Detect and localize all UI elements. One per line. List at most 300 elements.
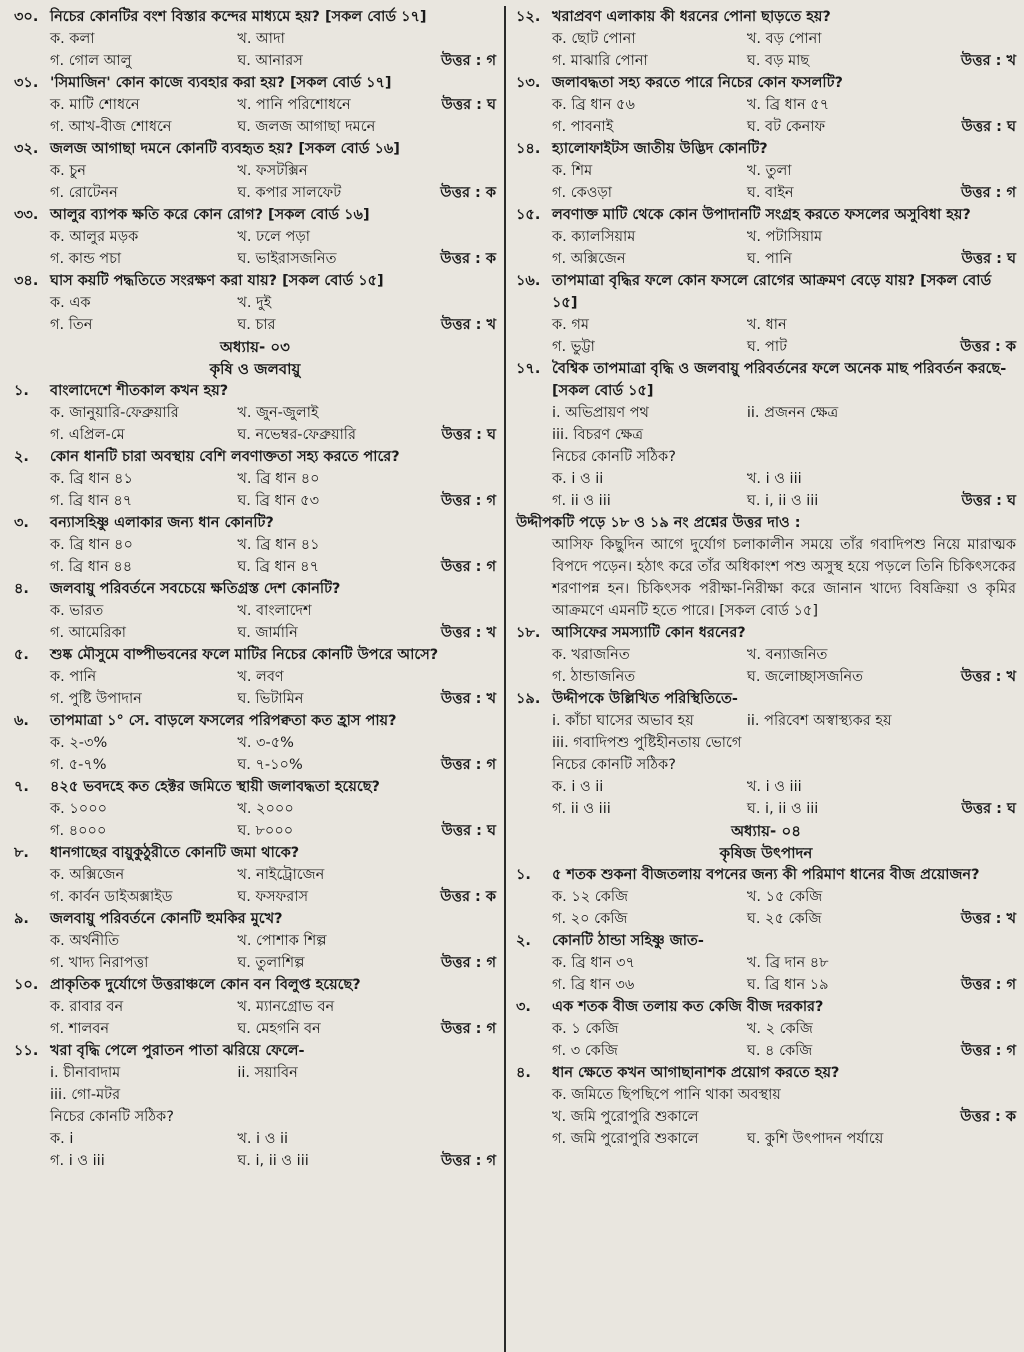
chapter-title: অধ্যায়- ০৩ bbox=[220, 338, 290, 356]
option-row bbox=[14, 50, 496, 72]
option: ক. আলুর মড়ক bbox=[50, 229, 139, 245]
answer-label: উত্তর : bbox=[440, 955, 487, 971]
option-row bbox=[14, 314, 496, 336]
option: খ. দুই bbox=[237, 295, 272, 311]
question-text: ৪২৫ ভবদহে কত হেক্টর জমিতে স্থায়ী জলাবদ্ধতা হয়েছে? bbox=[50, 779, 380, 795]
option: গ. পুষ্টি উপাদান bbox=[50, 691, 142, 707]
answer-key bbox=[441, 94, 496, 116]
option: ঘ. ৮০০০ bbox=[237, 823, 294, 839]
question-text: নিচের কোনটির বংশ বিস্তার কন্দের মাধ্যমে হয়? [সকল বোর্ড ১৭] bbox=[50, 9, 427, 25]
question-text: ধানগাছের বায়ুকুঠুরীতে কোনটি জমা থাকে? bbox=[50, 845, 300, 861]
question-item bbox=[516, 270, 1016, 358]
option: ক. ১ কেজি bbox=[552, 1021, 619, 1037]
answer-key bbox=[441, 1018, 496, 1040]
answer-label: উত্তর : bbox=[440, 559, 487, 575]
option: গ. ঠান্ডাজনিত bbox=[552, 669, 636, 685]
option: খ. ব্রি দান ৪৮ bbox=[746, 955, 829, 971]
option: i. অভিপ্রায়ণ পথ bbox=[552, 405, 649, 421]
option-row bbox=[516, 160, 1016, 182]
option-row bbox=[516, 732, 1016, 754]
question-text: জলাবদ্ধতা সহ্য করতে পারে নিচের কোন ফসলটি? bbox=[552, 75, 843, 91]
option-row bbox=[516, 424, 1016, 446]
answer-key bbox=[441, 1150, 496, 1172]
answer-value: ঘ bbox=[1007, 119, 1016, 135]
option: iii. বিচরণ ক্ষেত্র bbox=[552, 427, 643, 443]
option: খ. ১৫ কেজি bbox=[746, 889, 823, 905]
question-stem bbox=[516, 72, 1016, 94]
question-stem bbox=[516, 930, 1016, 952]
option-row bbox=[14, 424, 496, 446]
question-item bbox=[516, 864, 1016, 930]
option: গ. ব্রি ধান ৩৬ bbox=[552, 977, 635, 993]
answer-value: ক bbox=[1005, 339, 1016, 355]
option: ঘ. পানি bbox=[746, 251, 792, 267]
option: ক. কলা bbox=[50, 31, 95, 47]
answer-label: উত্তর : bbox=[440, 493, 487, 509]
option: ক. ক্যালসিয়াম bbox=[552, 229, 636, 245]
option-row bbox=[516, 490, 1016, 512]
option: খ. i ও iii bbox=[746, 471, 802, 487]
question-stem bbox=[14, 6, 496, 28]
option: ঘ. ব্রি ধান ১৯ bbox=[746, 977, 829, 993]
answer-label: উত্তর : bbox=[440, 889, 486, 905]
option-row bbox=[516, 314, 1016, 336]
question-number: ৯. bbox=[14, 911, 29, 927]
option: ক. পানি bbox=[50, 669, 97, 685]
question-stem bbox=[14, 710, 496, 732]
question-number: ৫. bbox=[14, 647, 29, 663]
question-number: ৩৩. bbox=[14, 207, 39, 223]
question-text: হ্যালোফাইটস জাতীয় উদ্ভিদ কোনটি? bbox=[552, 141, 768, 157]
option: খ. জুন-জুলাই bbox=[237, 405, 319, 421]
answer-key bbox=[961, 1040, 1016, 1062]
answer-key bbox=[440, 248, 496, 270]
answer-label: উত্তর : bbox=[440, 53, 487, 69]
answer-value: ক bbox=[485, 251, 496, 267]
question-item bbox=[14, 644, 496, 710]
option-row bbox=[14, 820, 496, 842]
option: গ. মাঝারি পোনা bbox=[552, 53, 648, 69]
option: ক. জানুয়ারি-ফেব্রুয়ারি bbox=[50, 405, 179, 421]
answer-label: উত্তর : bbox=[440, 757, 487, 773]
question-text: জলবায়ু পরিবর্তনে কোনটি হুমকির মুখে? bbox=[50, 911, 283, 927]
question-text: ৫ শতক শুকনা বীজতলায় বপনের জন্য কী পরিমাণ ধানের বীজ প্রয়োজন? bbox=[552, 867, 980, 883]
question-number: ১৩. bbox=[516, 75, 541, 91]
option: গ. শালবন bbox=[50, 1021, 110, 1037]
answer-value: গ bbox=[1006, 185, 1016, 201]
option-row bbox=[516, 226, 1016, 248]
option: গ. তিন bbox=[50, 317, 93, 333]
option-row bbox=[516, 1084, 1016, 1106]
option-row bbox=[516, 50, 1016, 72]
question-stem bbox=[14, 908, 496, 930]
question-number: ৩১. bbox=[14, 75, 39, 91]
option: ঘ. পাট bbox=[746, 339, 787, 355]
question-stem bbox=[14, 270, 496, 292]
option: ঘ. আনারস bbox=[237, 53, 303, 69]
answer-value: গ bbox=[486, 1021, 496, 1037]
option: i. চীনাবাদাম bbox=[50, 1065, 121, 1081]
answer-value: ঘ bbox=[487, 823, 496, 839]
option-row bbox=[14, 622, 496, 644]
answer-value: গ bbox=[486, 1153, 496, 1169]
option: গ. কেওড়া bbox=[552, 185, 612, 201]
option: ক. i ও ii bbox=[552, 779, 604, 795]
answer-value: গ bbox=[486, 757, 496, 773]
answer-key bbox=[441, 50, 496, 72]
answer-value: ঘ bbox=[1007, 493, 1016, 509]
answer-label: উত্তর : bbox=[960, 977, 1007, 993]
question-item bbox=[516, 138, 1016, 204]
option: i. কাঁচা ঘাসের অভাব হয় bbox=[552, 713, 694, 729]
question-number: ১৬. bbox=[516, 273, 541, 289]
question-number: ২. bbox=[14, 449, 29, 465]
answer-label: উত্তর : bbox=[961, 801, 1008, 817]
option: গ. ভুট্টা bbox=[552, 339, 595, 355]
option: খ. বাংলাদেশ bbox=[237, 603, 312, 619]
answer-value: ঘ bbox=[1007, 251, 1016, 267]
option-row bbox=[14, 490, 496, 512]
option: ক. ব্রি ধান ৪০ bbox=[50, 537, 133, 553]
option: গ. ব্রি ধান ৪৪ bbox=[50, 559, 133, 575]
option: ক. i ও ii bbox=[552, 471, 604, 487]
option: গ. আখ-বীজ শোধনে bbox=[50, 119, 172, 135]
option-row bbox=[516, 336, 1016, 358]
option: ঘ. জার্মানি bbox=[237, 625, 298, 641]
answer-label: উত্তর : bbox=[960, 1109, 1006, 1125]
option: iii. গো-মটর bbox=[50, 1087, 121, 1103]
option-row bbox=[14, 798, 496, 820]
option: ঘ. i, ii ও iii bbox=[746, 801, 819, 817]
answer-key bbox=[961, 182, 1016, 204]
option: নিচের কোনটি সঠিক? bbox=[552, 449, 676, 465]
answer-label: উত্তর : bbox=[960, 185, 1007, 201]
option: গ. ব্রি ধান ৪৭ bbox=[50, 493, 133, 509]
question-number: ৩২. bbox=[14, 141, 39, 157]
chapter-subtitle: কৃষিজ উৎপাদন bbox=[719, 844, 813, 862]
question-item bbox=[516, 622, 1016, 688]
option: ক. ১২ কেজি bbox=[552, 889, 628, 905]
question-number: ৩. bbox=[516, 999, 531, 1015]
question-number: ৪. bbox=[516, 1065, 531, 1081]
question-stem bbox=[14, 512, 496, 534]
answer-label: উত্তর : bbox=[440, 251, 486, 267]
question-number: ১০. bbox=[14, 977, 39, 993]
option: খ. লবণ bbox=[237, 669, 284, 685]
option: ঘ. নভেম্বর-ফেব্রুয়ারি bbox=[237, 427, 356, 443]
answer-label: উত্তর : bbox=[960, 911, 1007, 927]
option-row bbox=[516, 952, 1016, 974]
question-item bbox=[516, 6, 1016, 72]
answer-value: খ bbox=[486, 691, 496, 707]
option: গ. ii ও iii bbox=[552, 493, 611, 509]
option: খ. পোশাক শিল্প bbox=[237, 933, 327, 949]
option-row bbox=[14, 666, 496, 688]
question-number: ১৮. bbox=[516, 625, 541, 641]
option: ঘ. জলজ আগাছা দমনে bbox=[237, 119, 376, 135]
answer-value: গ bbox=[486, 559, 496, 575]
option-row bbox=[516, 1106, 1016, 1128]
question-item bbox=[14, 380, 496, 446]
answer-key bbox=[441, 952, 496, 974]
option: ঘ. মেহগনি বন bbox=[237, 1021, 321, 1037]
answer-value: খ bbox=[1006, 53, 1016, 69]
question-number: ১৭. bbox=[516, 361, 541, 377]
option-row bbox=[14, 292, 496, 314]
option: ঘ. কপার সালফেট bbox=[237, 185, 342, 201]
answer-key bbox=[961, 116, 1016, 138]
question-item bbox=[14, 204, 496, 270]
question-number: ৩. bbox=[14, 515, 29, 531]
option: ক. রাবার বন bbox=[50, 999, 124, 1015]
question-item bbox=[516, 688, 1016, 820]
question-number: ২. bbox=[516, 933, 531, 949]
option-row bbox=[516, 1040, 1016, 1062]
option: ক. ব্রি ধান ৫৬ bbox=[552, 97, 635, 113]
answer-key bbox=[441, 314, 496, 336]
option: ক. গম bbox=[552, 317, 589, 333]
passage-instruction: উদ্দীপকটি পড়ে ১৮ ও ১৯ নং প্রশ্নের উত্তর দাও : bbox=[516, 515, 801, 531]
option: ii. প্রজনন ক্ষেত্র bbox=[746, 405, 839, 421]
option: গ. এপ্রিল-মে bbox=[50, 427, 125, 443]
option: ঘ. ৭-১০% bbox=[237, 757, 303, 773]
answer-key bbox=[961, 974, 1016, 996]
question-number: ১. bbox=[516, 867, 531, 883]
option: ক. ব্রি ধান ৪১ bbox=[50, 471, 133, 487]
option: খ. i ও ii bbox=[237, 1131, 289, 1147]
option: খ. নাইট্রোজেন bbox=[237, 867, 325, 883]
option: গ. ৫-৭% bbox=[50, 757, 107, 773]
option: ঘ. তুলাশিল্প bbox=[237, 955, 305, 971]
option: ক. অক্সিজেন bbox=[50, 867, 125, 883]
question-item bbox=[14, 72, 496, 138]
answer-key bbox=[961, 798, 1016, 820]
option: ক. অর্থনীতি bbox=[50, 933, 120, 949]
option: খ. ঢলে পড়া bbox=[237, 229, 310, 245]
question-item bbox=[14, 446, 496, 512]
question-item bbox=[14, 512, 496, 578]
answer-value: খ bbox=[486, 317, 496, 333]
option-row bbox=[14, 468, 496, 490]
option: ঘ. ব্রি ধান ৪৭ bbox=[237, 559, 319, 575]
option: ঘ. ভিটামিন bbox=[237, 691, 304, 707]
option-row bbox=[516, 182, 1016, 204]
option-row bbox=[14, 94, 496, 116]
question-text: খরা বৃদ্ধি পেলে পুরাতন পাতা ঝরিয়ে ফেলে- bbox=[50, 1043, 305, 1059]
option: ঘ. ২৫ কেজি bbox=[746, 911, 822, 927]
question-text: ধান ক্ষেতে কখন আগাছানাশক প্রয়োগ করতে হয়? bbox=[552, 1065, 840, 1081]
question-item bbox=[14, 6, 496, 72]
option-row bbox=[14, 248, 496, 270]
question-number: ৭. bbox=[14, 779, 29, 795]
option: খ. ৩-৫% bbox=[237, 735, 294, 751]
answer-value: ঘ bbox=[487, 427, 496, 443]
option: ক. ব্রি ধান ৩৭ bbox=[552, 955, 635, 971]
answer-key bbox=[960, 1106, 1016, 1128]
option-row bbox=[14, 182, 496, 204]
answer-label: উত্তর : bbox=[960, 669, 1007, 685]
option: গ. কার্বন ডাইঅক্সাইড bbox=[50, 889, 173, 905]
question-item bbox=[14, 138, 496, 204]
answer-key bbox=[961, 50, 1016, 72]
question-text: তাপমাত্রা ১° সে. বাড়লে ফসলের পরিপক্বতা কত হ্রাস পায়? bbox=[50, 713, 397, 729]
option-row bbox=[14, 930, 496, 952]
question-item bbox=[516, 72, 1016, 138]
option-row bbox=[14, 996, 496, 1018]
question-item bbox=[14, 974, 496, 1040]
option: ঘ. i, ii ও iii bbox=[746, 493, 819, 509]
answer-value: খ bbox=[1006, 911, 1016, 927]
option-row bbox=[516, 94, 1016, 116]
answer-key bbox=[961, 248, 1016, 270]
answer-key bbox=[441, 556, 496, 578]
option-row bbox=[516, 1128, 1016, 1150]
question-item bbox=[14, 578, 496, 644]
answer-key bbox=[441, 754, 496, 776]
option-row bbox=[14, 732, 496, 754]
option-row bbox=[516, 710, 1016, 732]
question-number: ১৫. bbox=[516, 207, 541, 223]
option-row bbox=[14, 600, 496, 622]
option: খ. বন্যাজনিত bbox=[746, 647, 828, 663]
option: গ. ii ও iii bbox=[552, 801, 611, 817]
question-stem bbox=[14, 644, 496, 666]
answer-key bbox=[440, 182, 496, 204]
question-number: ৬. bbox=[14, 713, 29, 729]
option-row bbox=[516, 798, 1016, 820]
question-stem bbox=[516, 358, 1016, 402]
option: গ. পাবনাই bbox=[552, 119, 614, 135]
question-text: জলজ আগাছা দমনে কোনটি ব্যবহৃত হয়? [সকল বোর্ড ১৬] bbox=[50, 141, 400, 157]
option-row bbox=[14, 864, 496, 886]
question-number: ১২. bbox=[516, 9, 541, 25]
answer-value: গ bbox=[486, 493, 496, 509]
answer-value: ক bbox=[485, 185, 496, 201]
option: ক. ১০০০ bbox=[50, 801, 108, 817]
option: ii. সয়াবিন bbox=[237, 1065, 298, 1081]
option: ঘ. বাইন bbox=[746, 185, 794, 201]
answer-key bbox=[441, 820, 496, 842]
question-item bbox=[516, 204, 1016, 270]
option-row bbox=[516, 116, 1016, 138]
question-stem bbox=[14, 204, 496, 226]
answer-key bbox=[440, 886, 496, 908]
question-stem bbox=[14, 138, 496, 160]
question-item bbox=[14, 842, 496, 908]
option: গ. জমি পুরোপুরি শুকালে bbox=[552, 1131, 699, 1147]
question-stem bbox=[14, 380, 496, 402]
option: খ. বড় পোনা bbox=[746, 31, 822, 47]
question-text: উদ্দীপকে উল্লিখিত পরিস্থিতিতে- bbox=[552, 691, 738, 707]
option: গ. রোটেনন bbox=[50, 185, 118, 201]
option: ক. এক bbox=[50, 295, 91, 311]
answer-key bbox=[961, 908, 1016, 930]
option: iii. গবাদিপশু পুষ্টিহীনতায় ভোগে bbox=[552, 735, 742, 751]
option-row bbox=[14, 116, 496, 138]
question-text: কোন ধানটি চারা অবস্থায় বেশি লবণাক্ততা সহ্য করতে পারে? bbox=[50, 449, 400, 465]
question-item bbox=[516, 996, 1016, 1062]
answer-key bbox=[960, 336, 1016, 358]
option-row bbox=[14, 886, 496, 908]
option-row bbox=[14, 556, 496, 578]
option-row bbox=[14, 952, 496, 974]
option-row bbox=[516, 754, 1016, 776]
option: ঘ. ব্রি ধান ৫৩ bbox=[237, 493, 319, 509]
option: খ. ব্রি ধান ৪১ bbox=[237, 537, 320, 553]
option: ক. শিম bbox=[552, 163, 593, 179]
option: ঘ. বড় মাছ bbox=[746, 53, 810, 69]
option-row bbox=[14, 1018, 496, 1040]
answer-label: উত্তর : bbox=[961, 119, 1008, 135]
answer-label: উত্তর : bbox=[440, 691, 487, 707]
question-stem bbox=[14, 578, 496, 600]
answer-label: উত্তর : bbox=[440, 1153, 487, 1169]
question-text: ঘাস কয়টি পদ্ধতিতে সংরক্ষণ করা যায়? [সকল বোর্ড ১৫] bbox=[50, 273, 384, 289]
question-stem bbox=[516, 138, 1016, 160]
answer-label: উত্তর : bbox=[441, 427, 488, 443]
question-text: বন্যাসহিষ্ণু এলাকার জন্য ধান কোনটি? bbox=[50, 515, 274, 531]
question-stem bbox=[14, 842, 496, 864]
option: খ. তুলা bbox=[746, 163, 792, 179]
question-number: ৩০. bbox=[14, 9, 39, 25]
option: গ. আমেরিকা bbox=[50, 625, 126, 641]
left-column bbox=[14, 6, 506, 1352]
option-row bbox=[14, 1062, 496, 1084]
option: গ. কান্ড পচা bbox=[50, 251, 122, 267]
question-item bbox=[516, 1062, 1016, 1150]
option-row bbox=[516, 644, 1016, 666]
option: নিচের কোনটি সঠিক? bbox=[50, 1109, 174, 1125]
question-text: শুষ্ক মৌসুমে বাষ্পীভবনের ফলে মাটির নিচের কোনটি উপরে আসে? bbox=[50, 647, 439, 663]
question-stem bbox=[14, 1040, 496, 1062]
question-stem bbox=[14, 72, 496, 94]
option: ক. ছোট পোনা bbox=[552, 31, 636, 47]
option: নিচের কোনটি সঠিক? bbox=[552, 757, 676, 773]
question-stem bbox=[14, 974, 496, 996]
option: ঘ. চার bbox=[237, 317, 276, 333]
option: খ. পানি পরিশোধনে bbox=[237, 97, 351, 113]
option: ঘ. i, ii ও iii bbox=[237, 1153, 309, 1169]
option-row bbox=[516, 446, 1016, 468]
answer-label: উত্তর : bbox=[441, 97, 488, 113]
option: ঘ. ভাইরাসজনিত bbox=[237, 251, 337, 267]
option-row bbox=[14, 1106, 496, 1128]
option-row bbox=[14, 1128, 496, 1150]
answer-key bbox=[961, 666, 1016, 688]
option: ii. পরিবেশ অস্বাস্থ্যকর হয় bbox=[746, 713, 892, 729]
option: খ. ফসটক্সিন bbox=[237, 163, 308, 179]
answer-label: উত্তর : bbox=[440, 625, 487, 641]
option: ক. জমিতে ছিপছিপে পানি থাকা অবস্থায় bbox=[552, 1087, 781, 1103]
option: খ. ধান bbox=[746, 317, 787, 333]
option: ক. ২-৩% bbox=[50, 735, 108, 751]
answer-value: গ bbox=[1006, 977, 1016, 993]
question-stem bbox=[14, 446, 496, 468]
question-text: এক শতক বীজ তলায় কত কেজি বীজ দরকার? bbox=[552, 999, 824, 1015]
option: ক. চুন bbox=[50, 163, 86, 179]
option: ঘ. কুশি উৎপাদন পর্যায়ে bbox=[746, 1131, 884, 1147]
option-row bbox=[14, 534, 496, 556]
answer-key bbox=[441, 688, 496, 710]
question-stem bbox=[516, 996, 1016, 1018]
question-text: প্রাকৃতিক দুর্যোগে উত্তরাঞ্চলে কোন বন বিলুপ্ত হয়েছে? bbox=[50, 977, 361, 993]
passage-text: আসিফ কিছুদিন আগে দুর্যোগ চলাকালীন সময়ে তাঁর গবাদিপশু নিয়ে মারাত্মক বিপদে পড়েন। হঠাৎ করে তাঁর অধিকাংশ পশু অসুস্থ হয়ে পড়লে তিনি চিকিৎসকের শরণাপন্ন হন। চিকিৎসক পরীক্ষা-নিরীক্ষা করে জানান খাদ্যে বিষক্রিয়া ও কৃমির আক্রমণে এমনটি হতে পারে। [সকল বোর্ড ১৫] bbox=[552, 537, 1016, 619]
question-stem bbox=[516, 688, 1016, 710]
option: ক. i bbox=[50, 1131, 74, 1147]
question-item bbox=[14, 776, 496, 842]
option: খ. আদা bbox=[237, 31, 285, 47]
option: গ. ৩ কেজি bbox=[552, 1043, 618, 1059]
